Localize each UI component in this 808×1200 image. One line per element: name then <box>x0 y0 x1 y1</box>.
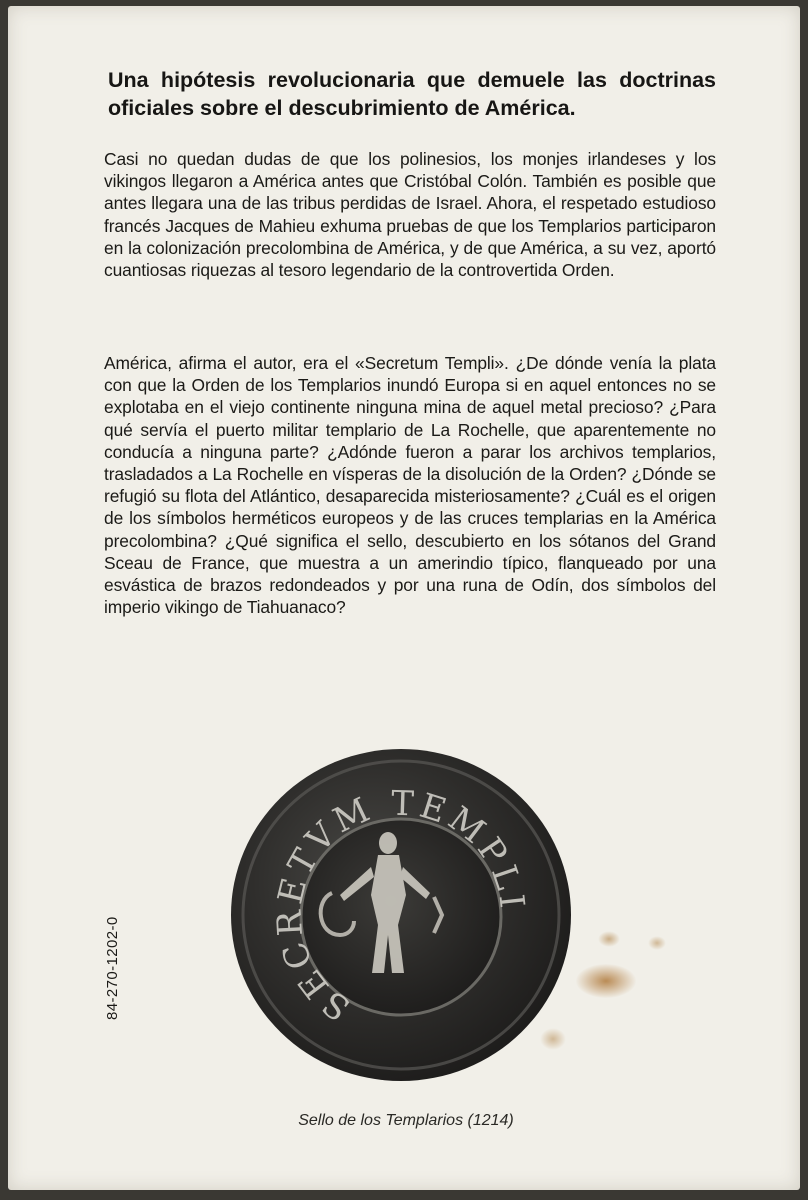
isbn-number: 84-270-1202-0 <box>104 916 121 1020</box>
paper-stain <box>576 964 636 998</box>
blurb-paragraph-1: Casi no quedan dudas de que los polinesios, los monjes irlandeses y los vikingos llegaron a América antes que Cristóbal Colón. También es posible que antes llegara una de las tribus perdidas de Israel. Ahora, el respetado estudioso francés Jacques de Mahieu exhuma pruebas de que los Templarios participaron en la colonización precolombina de América, y de que América, a su vez, aportó cuantiosas riquezas al tesoro legendario de la controvertida Orden. <box>104 149 716 281</box>
headline: Una hipótesis revolucionaria que demuele las doctrinas oficiales sobre el descubrimiento de América. <box>108 68 716 120</box>
blurb-paragraph-2: América, afirma el autor, era el «Secretum Templi». ¿De dónde venía la plata con que la Orden de los Templarios inundó Europa si en aquel entonces no se explotaba en el viejo continente ninguna mina de aquel metal precioso? ¿Para qué servía el puerto militar templario de La Rochelle, que aparentemente no conducía a ninguna parte? ¿Adónde fueron a parar los archivos templarios, trasladados a La Rochelle en vísperas de la disolución de la Orden? ¿Dónde se refugió su flota del Atlántico, desaparecida misteriosamente? ¿Cuál es el origen de los símbolos herméticos europeos y de las cruces templarias en la América precolombina? ¿Qué significa el sello, descubierto en los sótanos del Grand Sceau de France, que muestra a un amerindio típico, flanqueado por una esvástica de brazos redondeados y por una runa de Odín, dos símbolos del imperio vikingo de Tiahuanaco? <box>104 353 716 618</box>
paper-stain <box>598 931 620 947</box>
paper-stain <box>648 936 666 950</box>
seal-caption: Sello de los Templarios (1214) <box>298 1112 514 1129</box>
seal-inscription: SECRETVM TEMPLI <box>269 783 533 1029</box>
templar-seal-image <box>228 745 574 1085</box>
